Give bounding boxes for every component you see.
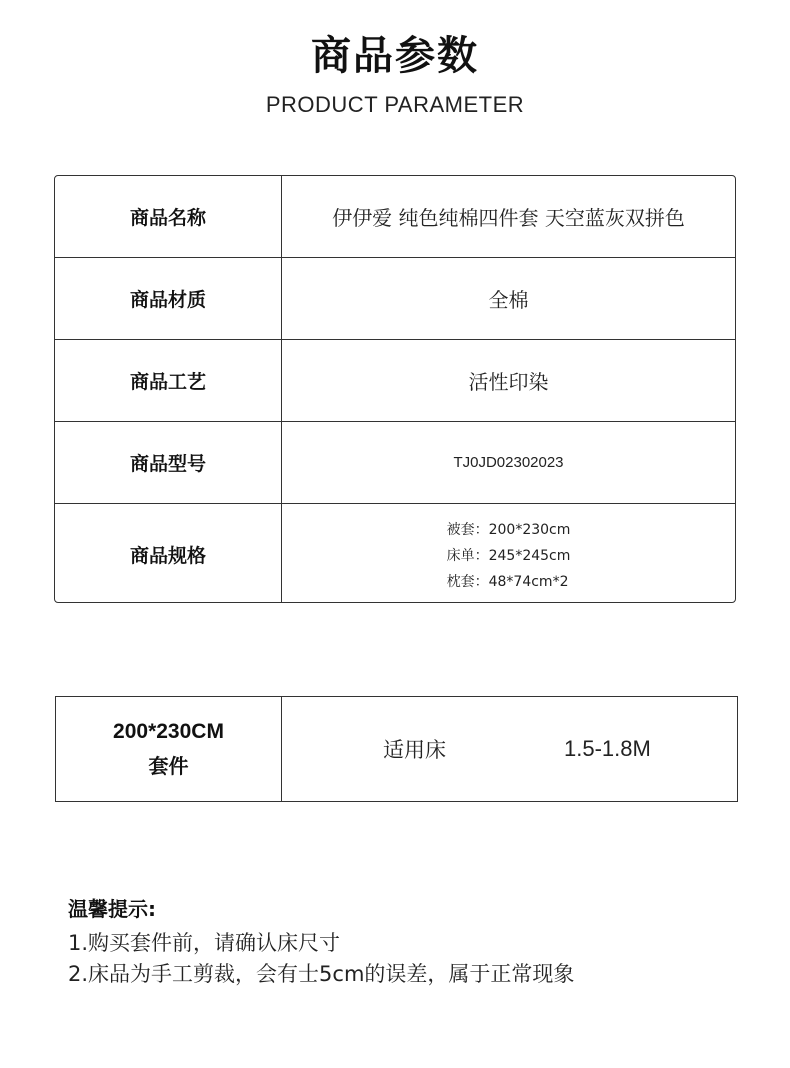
set-unit: 套件 [148, 753, 189, 778]
param-label-name: 商品名称 [55, 176, 282, 257]
param-value-material: 全棉 [488, 288, 529, 312]
spec-line-pillowcase: 枕套：48*74cm*2 [446, 573, 569, 590]
param-label-spec: 商品规格 [55, 504, 282, 603]
param-value-name: 伊伊爱 纯色纯棉四件套 天空蓝灰双拼色 [332, 206, 685, 230]
tips-section [68, 893, 728, 990]
param-row-model [55, 422, 735, 504]
param-row-craft [55, 340, 735, 422]
param-value-craft: 活性印染 [468, 370, 549, 394]
size-table [55, 696, 738, 802]
param-row-spec [55, 504, 735, 603]
bed-fit-cell [282, 697, 737, 801]
tips-title: 温馨提示: [68, 897, 156, 921]
parameter-table [54, 175, 736, 603]
bed-fit-range: 1.5-1.8M [564, 736, 651, 761]
page-title: 商品参数 [311, 33, 479, 79]
page-subtitle: PRODUCT PARAMETER [265, 92, 525, 117]
param-label-model: 商品型号 [55, 422, 282, 503]
tip-line-1: 1.购买套件前，请确认床尺寸 [68, 931, 341, 955]
size-cell [56, 697, 282, 801]
spec-line-sheet: 床单：245*245cm [446, 547, 571, 564]
tip-line-2: 2.床品为手工剪裁，会有士5cm的误差，属于正常现象 [68, 962, 575, 986]
param-row-material [55, 258, 735, 340]
param-row-name [55, 176, 735, 258]
param-label-craft: 商品工艺 [55, 340, 282, 421]
param-value-spec [282, 504, 735, 603]
param-label-material: 商品材质 [55, 258, 282, 339]
param-value-model: TJ0JD02302023 [453, 454, 564, 471]
spec-line-duvet: 被套：200*230cm [446, 521, 571, 538]
spec-list [447, 519, 571, 591]
bed-fit-label: 适用床 [383, 738, 446, 762]
set-size: 200*230CM [113, 719, 224, 743]
